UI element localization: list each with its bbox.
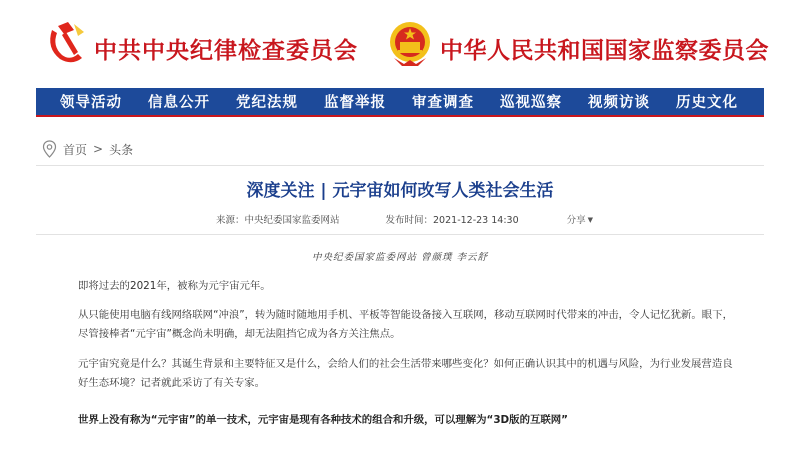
nav-item-regulations[interactable]: 党纪法规 bbox=[236, 94, 298, 111]
nav-item-disclosure[interactable]: 信息公开 bbox=[148, 94, 210, 111]
nav-item-investigation[interactable]: 审查调查 bbox=[412, 94, 474, 111]
breadcrumb-home[interactable]: 首页 bbox=[63, 142, 88, 157]
party-emblem-icon[interactable] bbox=[44, 22, 86, 66]
national-emblem-icon[interactable] bbox=[388, 20, 432, 68]
nav-item-inspection[interactable]: 巡视巡察 bbox=[500, 94, 562, 111]
breadcrumb bbox=[42, 140, 133, 158]
share-label: 分享 bbox=[566, 215, 586, 226]
article-byline: 中央纪委国家监委网站 曾颜璞 李云舒 bbox=[311, 252, 489, 263]
share-button[interactable] bbox=[567, 212, 593, 226]
breadcrumb-separator: > bbox=[93, 142, 104, 156]
location-pin-icon bbox=[42, 140, 57, 158]
article-paragraph: 从只能使用电脑有线网络联网“冲浪”，转为随时随地用手机、平板等智能设备接入互联网，移动互联网时代带来的冲击，令人记忆犹新。眼下，尽管接棒者“元宇宙”概念尚未明确，却无法阻挡它成为各方关注焦点。 bbox=[78, 309, 733, 340]
article-subheading: 世界上没有称为“元宇宙”的单一技术，元宇宙是现有各种技术的组合和升级，可以理解为“3D版的互联网” bbox=[78, 414, 568, 426]
site-title-nsc[interactable]: 中华人民共和国国家监察委员会 bbox=[440, 37, 769, 64]
article-title: 深度关注 | 元宇宙如何改写人类社会生活 bbox=[246, 181, 554, 201]
chevron-down-icon: ▼ bbox=[587, 216, 594, 224]
article-time: 发布时间：2021-12-23 14:30 bbox=[385, 215, 519, 226]
nav-item-history[interactable]: 历史文化 bbox=[676, 94, 738, 111]
breadcrumb-current[interactable]: 头条 bbox=[109, 142, 134, 157]
nav-item-leadership[interactable]: 领导活动 bbox=[60, 94, 122, 111]
divider bbox=[36, 165, 764, 166]
main-nav bbox=[36, 88, 764, 117]
site-header bbox=[0, 0, 800, 88]
article-source: 来源：中央纪委国家监委网站 bbox=[216, 215, 340, 226]
article-paragraph: 即将过去的2021年，被称为元宇宙元年。 bbox=[78, 280, 271, 292]
nav-item-reporting[interactable]: 监督举报 bbox=[324, 94, 386, 111]
article-paragraph: 元宇宙究竟是什么？其诞生背景和主要特征又是什么，会给人们的社会生活带来哪些变化？如何正确认识其中的机遇与风险，为行业发展营造良好生态环境？记者就此采访了有关专家。 bbox=[78, 358, 733, 389]
nav-item-video[interactable]: 视频访谈 bbox=[588, 94, 650, 111]
site-title-ccdi[interactable]: 中共中央纪律检查委员会 bbox=[94, 37, 358, 64]
article-meta bbox=[216, 212, 593, 226]
divider bbox=[36, 234, 764, 235]
